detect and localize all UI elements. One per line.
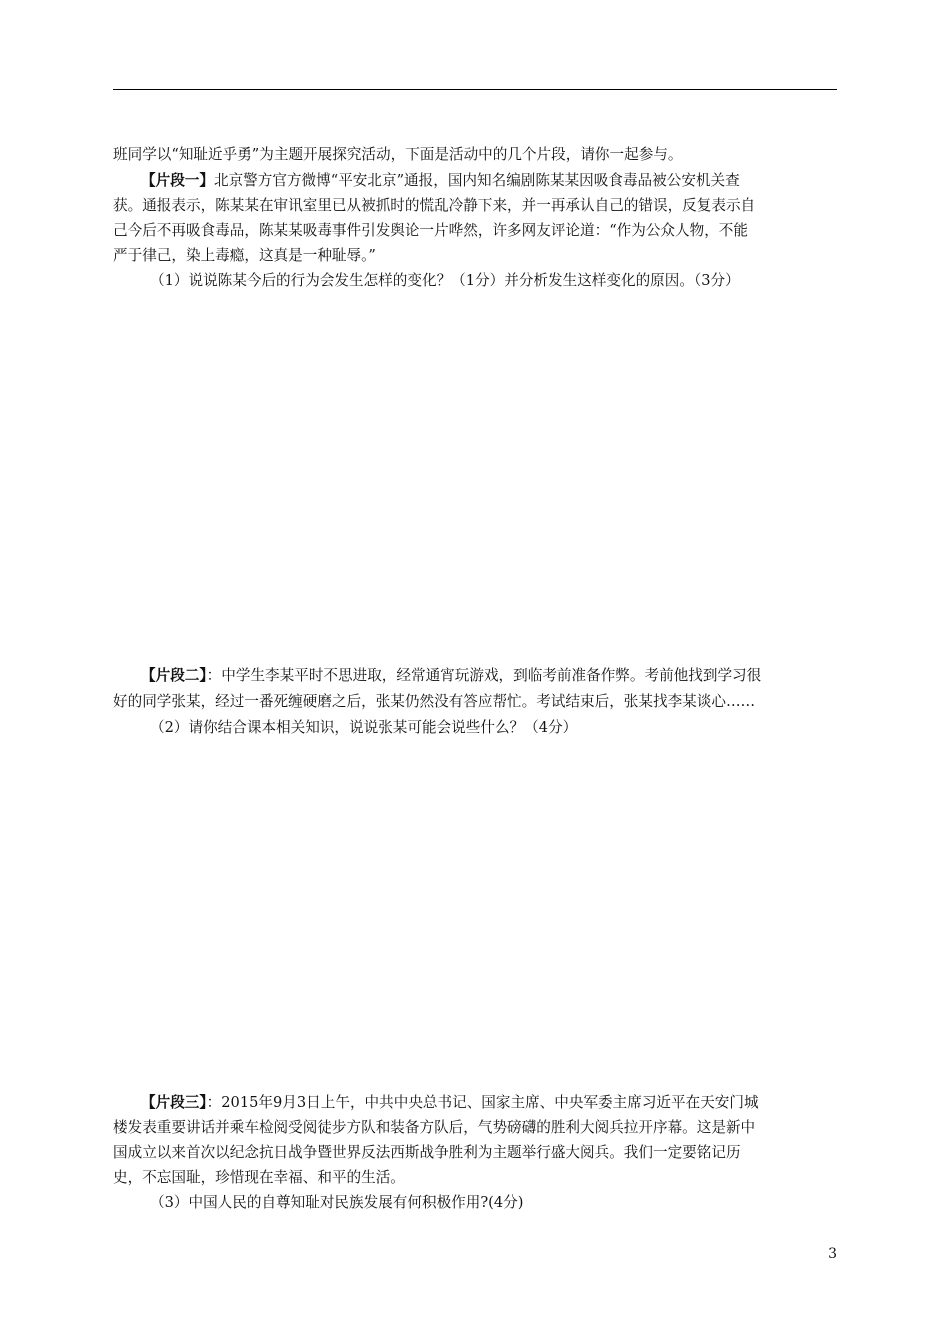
intro-text: 班同学以“知耻近乎勇”为主题开展探究活动，下面是活动中的几个片段，请你一起参与。: [113, 146, 683, 163]
page-number: 3: [828, 1246, 837, 1262]
header-rule: [113, 89, 837, 90]
fragment2-label: 【片段二】: [141, 667, 207, 684]
question-1: （1）说说陈某今后的行为会发生怎样的变化？（1分）并分析发生这样变化的原因。（3分）: [150, 272, 740, 289]
fragment1-line-3: 己今后不再吸食毒品，陈某某吸毒事件引发舆论一片哗然，许多网友评论道：“作为公众人物，不能: [113, 222, 748, 239]
fragment1-line-2: 获。通报表示，陈某某在审讯室里已从被抓时的慌乱冷静下来，并一再承认自己的错误，反复表示自: [113, 197, 756, 214]
fragment2-line-1: [141, 665, 837, 687]
fragment1-text-1: 北京警方官方微博“平安北京”通报，国内知名编剧陈某某因吸食毒品被公安机关查: [213, 172, 740, 189]
fragment3-text-1: ：2015年9月3日上午，中共中央总书记、国家主席、中央军委主席习近平在天安门城: [206, 1094, 759, 1111]
fragment1-label: 【片段一】: [141, 172, 214, 189]
fragment3-label: 【片段三】: [141, 1094, 207, 1111]
question-2: （2）请你结合课本相关知识，说说张某可能会说些什么？（4分）: [150, 719, 578, 736]
fragment2-text-1: ：中学生李某平时不思进取，经常通宵玩游戏，到临考前准备作弊。考前他找到学习很: [206, 667, 762, 684]
fragment3-line-2: 楼发表重要讲话并乘车检阅受阅徒步方队和装备方队后，气势磅礴的胜利大阅兵拉开序幕。这是新中: [113, 1119, 756, 1136]
fragment3-line-3: 国成立以来首次以纪念抗日战争暨世界反法西斯战争胜利为主题举行盛大阅兵。我们一定要铭记历: [113, 1144, 741, 1161]
fragment3-line-4: 史，不忘国耻，珍惜现在幸福、和平的生活。: [113, 1169, 405, 1186]
fragment2-line-2: 好的同学张某，经过一番死缠硬磨之后，张某仍然没有答应帮忙。考试结束后，张某找李某谈心……: [113, 693, 756, 710]
fragment3-line-1: [141, 1092, 837, 1114]
question-3: （3）中国人民的自尊知耻对民族发展有何积极作用?(4分): [150, 1194, 524, 1211]
fragment1-line-4: 严于律己，染上毒瘾，这真是一种耻辱。”: [113, 247, 376, 264]
fragment1-line-1: [141, 170, 837, 192]
